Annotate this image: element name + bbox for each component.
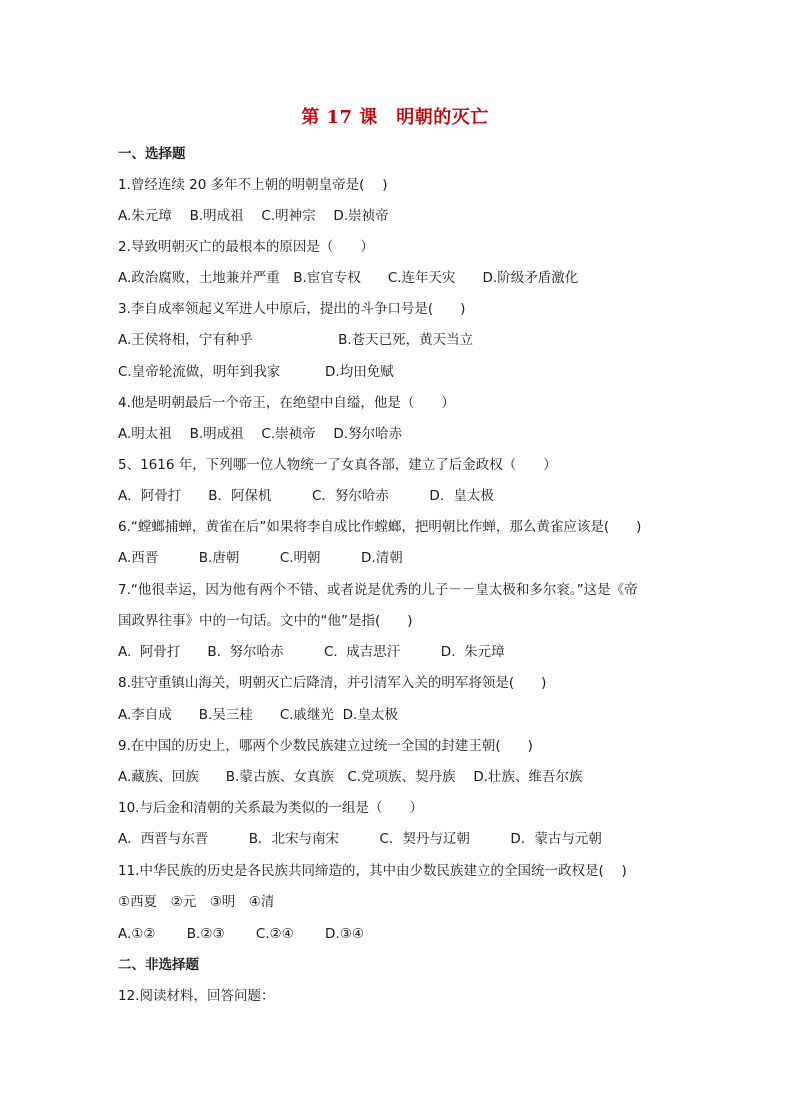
- question-3: 3.李自成率领起义军进人中原后，提出的斗争口号是( ): [118, 301, 466, 317]
- section-heading-nonchoice: 二、非选择题: [118, 957, 199, 973]
- question-3-options-ab: A.王侯将相，宁有种乎 B.苍天已死，黄天当立: [118, 332, 474, 348]
- question-5-options: A．阿骨打 B．阿保机 C．努尔哈赤 D．皇太极: [118, 488, 494, 504]
- question-8-options: A.李自成 B.吴三桂 C.戚继光 D.皇太极: [118, 707, 398, 723]
- question-11: 11.中华民族的历史是各民族共同缔造的，其中由少数民族建立的全国统一政权是( ): [118, 863, 627, 879]
- question-12: 12.阅读材料，回答问题：: [118, 988, 275, 1004]
- question-4: 4.他是明朝最后一个帝王，在绝望中自缢，他是（ ）: [118, 395, 455, 411]
- section-heading-choice: 一、选择题: [118, 146, 186, 162]
- question-7-options: A. 阿骨打 B. 努尔哈赤 C. 成吉思汗 D. 朱元璋: [118, 644, 505, 660]
- question-8: 8.驻守重镇山海关，明朝灭亡后降清，并引清军入关的明军将领是( ): [118, 675, 547, 691]
- question-1-options: A.朱元璋 B.明成祖 C.明神宗 D.崇祯帝: [118, 208, 389, 224]
- question-7-line-1: 7.“他很幸运，因为他有两个不错、或者说是优秀的儿子－－皇太极和多尔衮。”这是《帝: [118, 582, 638, 598]
- question-9-options: A.藏族、回族 B.蒙古族、女真族 C.党项族、契丹族 D.壮族、维吾尔族: [118, 769, 583, 785]
- question-11-items: ①西夏 ②元 ③明 ④清: [118, 894, 275, 910]
- question-3-options-cd: C.皇帝轮流做，明年到我家 D.均田免赋: [118, 364, 394, 380]
- lesson-title: 第 17 课 明朝的灭亡: [301, 107, 489, 128]
- question-5: 5、1616 年，下列哪一位人物统一了女真各部，建立了后金政权（ ）: [118, 457, 557, 473]
- question-4-options: A.明太祖 B.明成祖 C.崇祯帝 D.努尔哈赤: [118, 426, 403, 442]
- question-9: 9.在中国的历史上，哪两个少数民族建立过统一全国的封建王朝( ): [118, 738, 533, 754]
- question-11-options: A.①② B.②③ C.②④ D.③④: [118, 926, 364, 942]
- question-6: 6.“螳螂捕蝉，黄雀在后”如果将李自成比作螳螂，把明朝比作蝉，那么黄雀应该是( ): [118, 519, 642, 535]
- question-7-line-2: 国政界往事》中的一句话。文中的“他”是指( ): [118, 613, 413, 629]
- question-10-options: A．西晋与东晋 B．北宋与南宋 C．契丹与辽朝 D．蒙古与元朝: [118, 831, 602, 847]
- question-2-options: A.政治腐败，土地兼并严重 B.宦官专权 C.连年天灾 D.阶级矛盾激化: [118, 270, 579, 286]
- question-2: 2.导致明朝灭亡的最根本的原因是（ ）: [118, 239, 374, 255]
- question-1: 1.曾经连续 20 多年不上朝的明朝皇帝是( ): [118, 177, 388, 193]
- question-6-options: A.西晋 B.唐朝 C.明朝 D.清朝: [118, 550, 403, 566]
- question-10: 10.与后金和清朝的关系最为类似的一组是（ ）: [118, 800, 423, 816]
